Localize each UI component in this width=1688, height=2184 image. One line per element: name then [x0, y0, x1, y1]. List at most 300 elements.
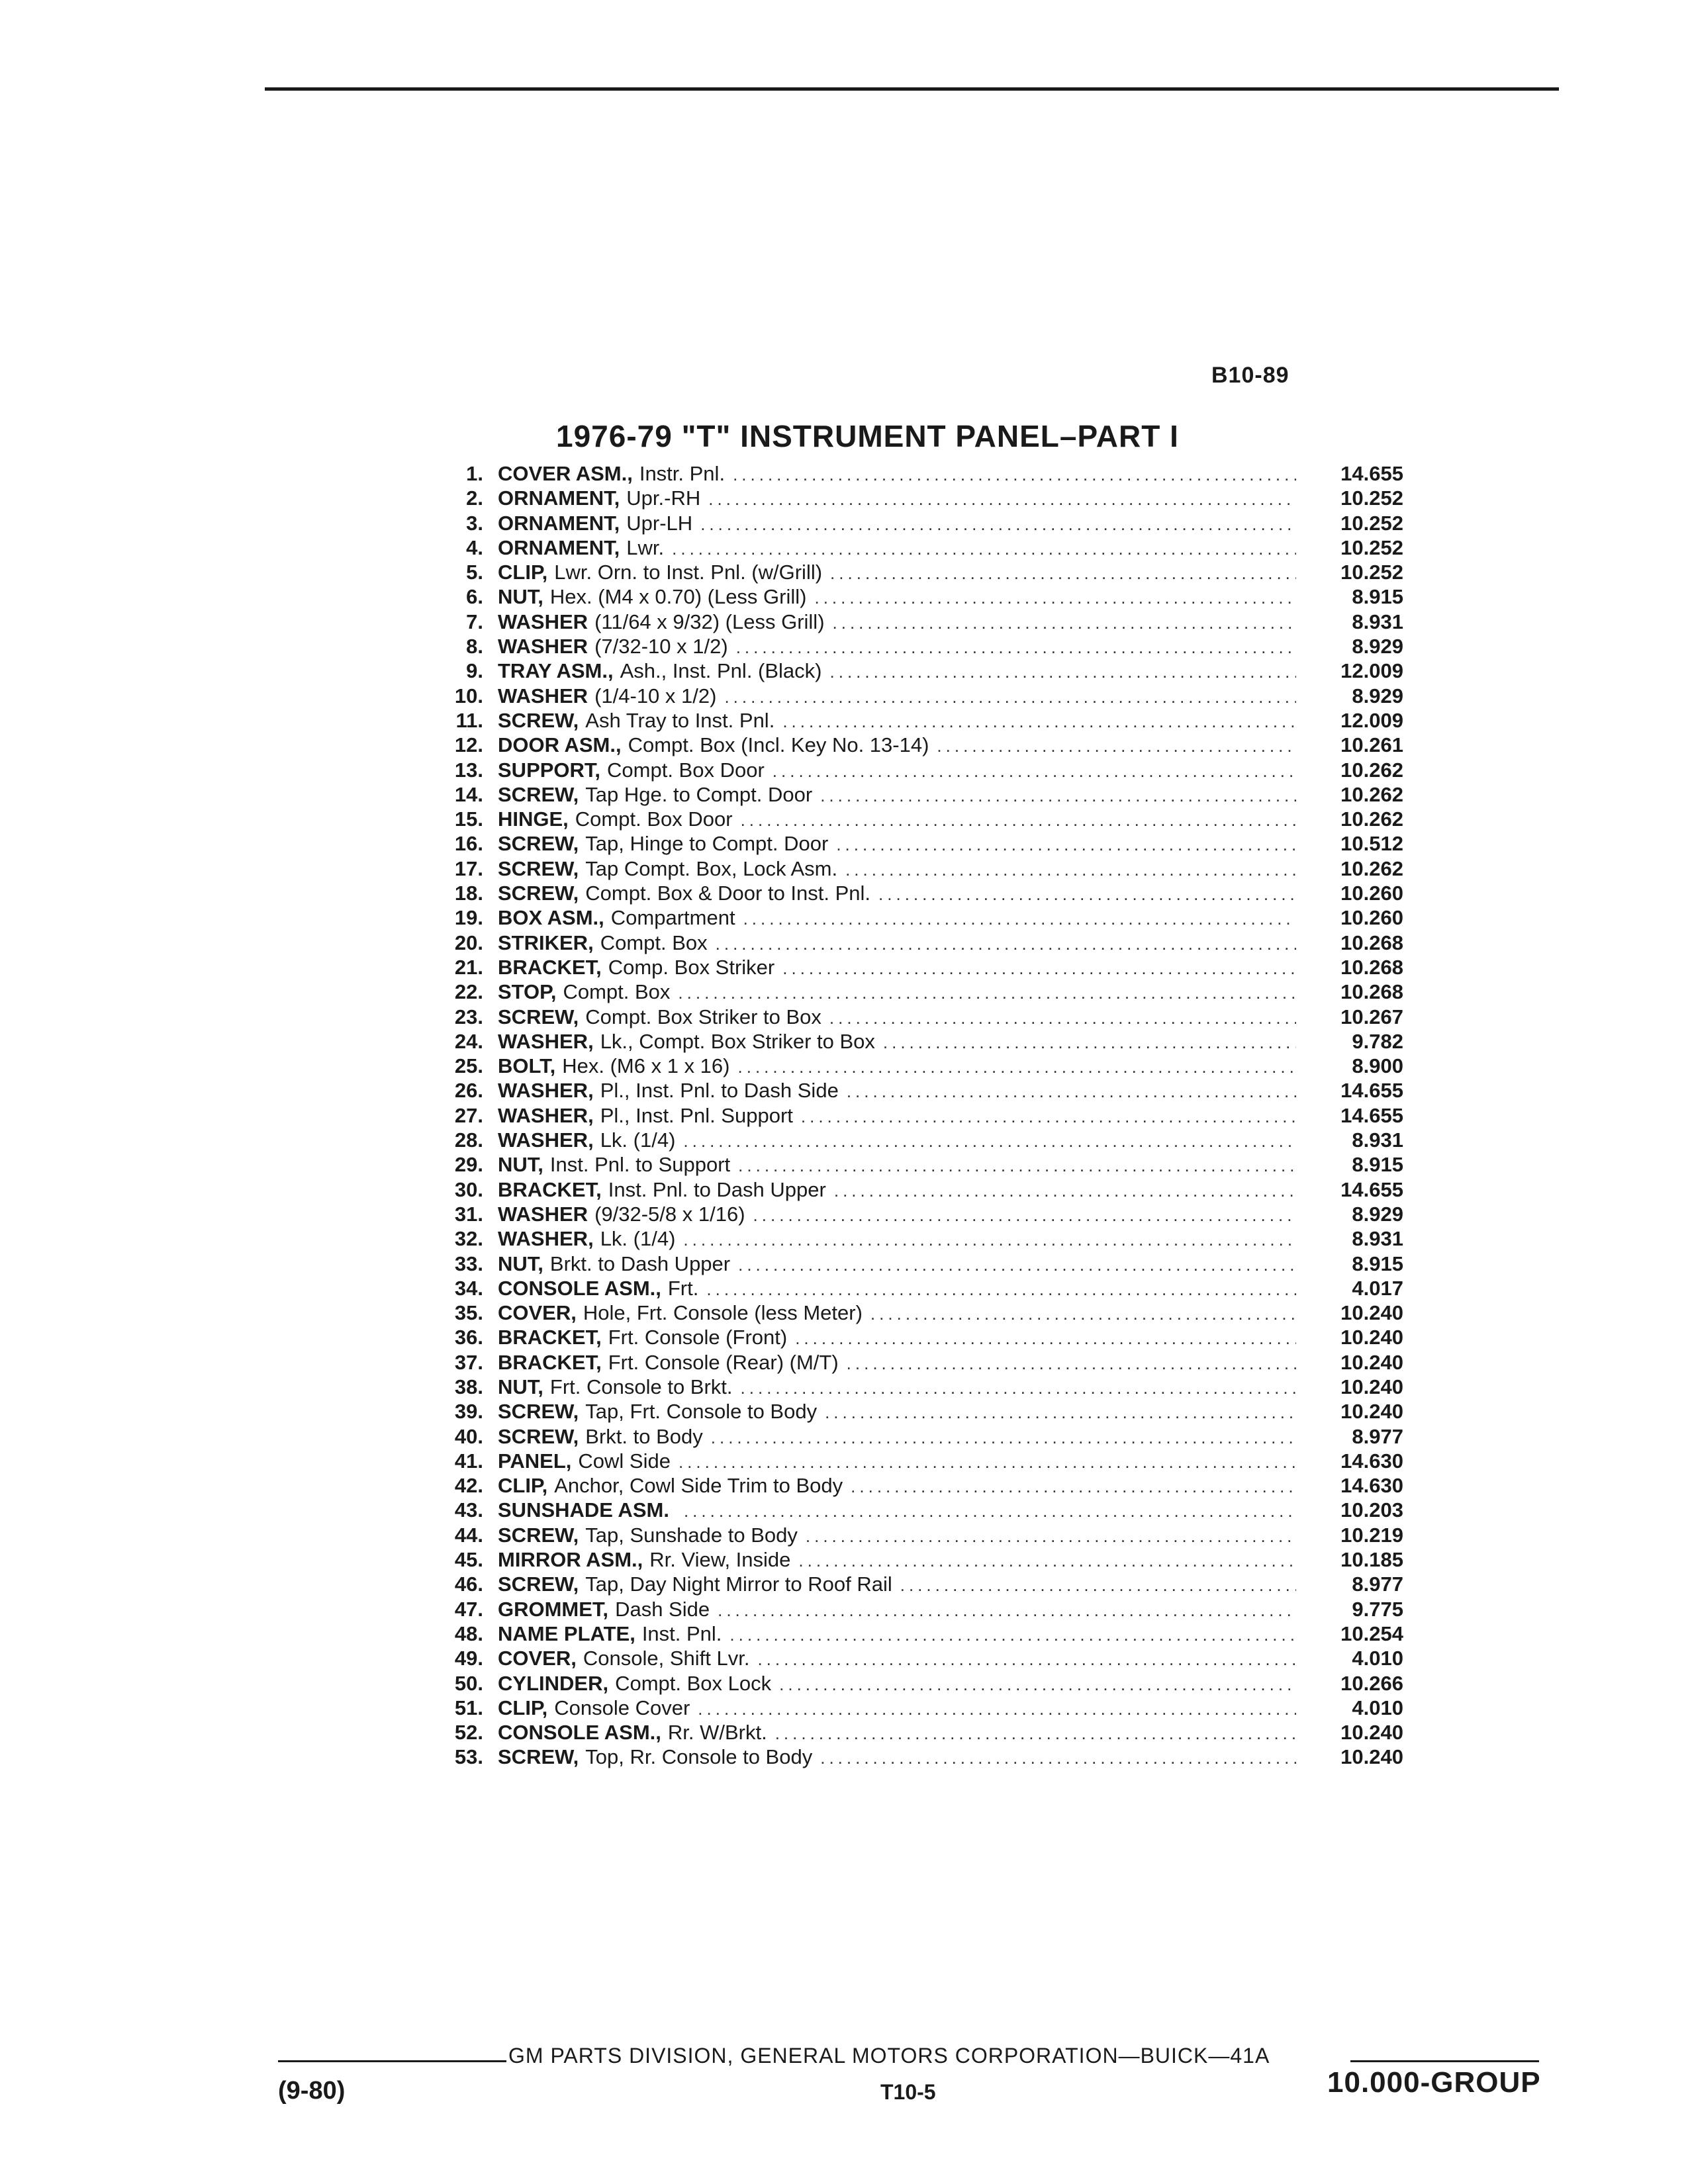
list-item: [410, 659, 1403, 684]
list-item: [410, 585, 1403, 610]
part-group-number: 10.240: [1340, 1721, 1403, 1745]
list-item: [410, 1647, 1403, 1671]
list-item: [410, 1672, 1403, 1696]
part-name: CONSOLE ASM.,: [498, 1276, 661, 1300]
part-key-number: 30.: [454, 1177, 483, 1201]
part-name: WASHER: [498, 635, 588, 659]
part-name: ORNAMENT,: [498, 511, 620, 535]
part-group-number: 14.630: [1340, 1449, 1403, 1473]
part-name: NUT,: [498, 1375, 543, 1398]
part-group-number: 10.240: [1340, 1326, 1403, 1349]
part-key-number: 41.: [454, 1449, 483, 1473]
part-group-number: 10.240: [1340, 1375, 1403, 1398]
part-group-number: 14.655: [1340, 1103, 1403, 1127]
part-description: Pl., Inst. Pnl. to Dash Side: [600, 1079, 839, 1103]
part-key-number: 37.: [454, 1350, 483, 1374]
list-item: [410, 486, 1403, 511]
dot-leader: [814, 588, 1296, 608]
dot-leader: [825, 1402, 1296, 1423]
part-name: BRACKET,: [498, 1326, 602, 1349]
dot-leader: [736, 637, 1296, 658]
dot-leader: [798, 1551, 1296, 1571]
dot-leader: [672, 539, 1296, 559]
part-description: Tap, Day Night Mirror to Roof Rail: [585, 1572, 892, 1596]
part-key-number: 45.: [454, 1548, 483, 1572]
dot-leader: [700, 514, 1296, 535]
part-name: BRACKET,: [498, 1350, 602, 1374]
part-name: MIRROR ASM.,: [498, 1548, 643, 1572]
top-rule: [265, 87, 1559, 91]
part-key-number: 6.: [466, 585, 483, 609]
dot-leader: [773, 761, 1296, 782]
part-group-number: 9.775: [1352, 1597, 1403, 1621]
list-item: [410, 709, 1403, 733]
part-group-number: 10.252: [1340, 511, 1403, 535]
dot-leader: [870, 1304, 1296, 1324]
list-item: [410, 733, 1403, 758]
part-group-number: 10.266: [1340, 1671, 1403, 1695]
part-name: WASHER: [498, 684, 588, 707]
part-name: COVER,: [498, 1647, 577, 1670]
part-name: SCREW,: [498, 1400, 579, 1424]
dot-leader: [738, 1057, 1297, 1077]
part-name: SCREW,: [498, 782, 579, 806]
part-key-number: 5.: [466, 561, 483, 584]
dot-leader: [782, 958, 1296, 979]
dot-leader: [782, 711, 1296, 732]
list-item: [410, 980, 1403, 1005]
part-group-number: 4.010: [1352, 1696, 1403, 1719]
dot-leader: [847, 1353, 1296, 1374]
dot-leader: [706, 1279, 1296, 1300]
list-item: [410, 1128, 1403, 1153]
part-name: SCREW,: [498, 832, 579, 856]
part-group-number: 10.185: [1340, 1548, 1403, 1572]
list-item: [410, 906, 1403, 931]
part-key-number: 24.: [454, 1029, 483, 1053]
part-description: Lk., Compt. Box Striker to Box: [600, 1029, 875, 1053]
part-key-number: 39.: [454, 1400, 483, 1424]
list-item: [410, 1153, 1403, 1177]
part-name: SCREW,: [498, 1523, 579, 1547]
list-item: [410, 635, 1403, 659]
part-description: (7/32-10 x 1/2): [594, 635, 728, 659]
part-group-number: 8.900: [1352, 1054, 1403, 1078]
list-item: [410, 807, 1403, 832]
part-key-number: 8.: [466, 635, 483, 659]
part-key-number: 11.: [455, 708, 483, 732]
dot-leader: [779, 1674, 1296, 1695]
list-item: [410, 536, 1403, 561]
part-key-number: 15.: [454, 807, 483, 831]
part-name: BOX ASM.,: [498, 906, 604, 930]
part-group-number: 10.260: [1340, 906, 1403, 930]
dot-leader: [724, 687, 1296, 707]
part-key-number: 21.: [454, 955, 483, 979]
part-name: CLIP,: [498, 1474, 548, 1498]
part-group-number: 10.262: [1340, 758, 1403, 782]
part-key-number: 31.: [454, 1202, 483, 1226]
part-name: CLIP,: [498, 561, 548, 584]
list-item: [410, 1252, 1403, 1277]
list-item: [410, 1449, 1403, 1474]
part-key-number: 2.: [466, 486, 483, 510]
page-title: 1976-79 "T" INSTRUMENT PANEL–PART I: [556, 419, 1179, 453]
part-key-number: 29.: [454, 1153, 483, 1177]
part-key-number: 22.: [454, 980, 483, 1004]
list-item: [410, 1572, 1403, 1597]
part-key-number: 20.: [454, 931, 483, 954]
part-key-number: 51.: [454, 1696, 483, 1719]
part-name: NUT,: [498, 585, 543, 609]
part-description: Compt. Box (Incl. Key No. 13-14): [628, 733, 929, 757]
part-name: SCREW,: [498, 1572, 579, 1596]
list-item: [410, 684, 1403, 709]
part-group-number: 8.929: [1352, 684, 1403, 707]
part-group-number: 10.252: [1340, 561, 1403, 584]
part-name: NUT,: [498, 1251, 543, 1275]
dot-leader: [678, 983, 1296, 1003]
part-description: Lwr. Orn. to Inst. Pnl. (w/Grill): [554, 561, 823, 584]
part-group-number: 12.009: [1340, 659, 1403, 683]
part-name: SCREW,: [498, 1745, 579, 1769]
part-description: Tap, Hinge to Compt. Door: [585, 832, 829, 856]
part-name: WASHER,: [498, 1029, 594, 1053]
part-key-number: 42.: [454, 1474, 483, 1498]
part-name: NAME PLATE,: [498, 1621, 635, 1645]
list-item: [410, 610, 1403, 635]
part-name: SCREW,: [498, 1424, 579, 1448]
part-description: Lk. (1/4): [600, 1227, 676, 1251]
part-group-number: 10.268: [1340, 931, 1403, 954]
part-description: Frt. Console to Brkt.: [549, 1375, 733, 1398]
part-group-number: 10.262: [1340, 856, 1403, 880]
part-description: Compt. Box Door: [607, 758, 765, 782]
part-description: (11/64 x 9/32) (Less Grill): [594, 610, 825, 633]
part-description: Frt. Console (Rear) (M/T): [608, 1350, 839, 1374]
part-name: BOLT,: [498, 1054, 556, 1078]
part-group-number: 8.915: [1352, 1153, 1403, 1177]
part-key-number: 53.: [454, 1745, 483, 1769]
part-group-number: 14.655: [1340, 462, 1403, 485]
part-group-number: 10.240: [1340, 1350, 1403, 1374]
list-item: [410, 1498, 1403, 1523]
list-item: [410, 832, 1403, 856]
part-group-number: 8.929: [1352, 635, 1403, 659]
list-item: [410, 1375, 1403, 1400]
part-name: WASHER,: [498, 1103, 594, 1127]
part-key-number: 1.: [466, 462, 483, 485]
part-name: COVER ASM.,: [498, 462, 633, 485]
part-key-number: 18.: [454, 882, 483, 905]
part-key-number: 44.: [454, 1523, 483, 1547]
part-name: SCREW,: [498, 856, 579, 880]
list-item: [410, 1227, 1403, 1251]
part-name: WASHER: [498, 610, 588, 633]
part-group-number: 8.931: [1352, 1227, 1403, 1251]
part-group-number: 10.240: [1340, 1745, 1403, 1769]
dot-leader: [708, 489, 1296, 510]
part-description: Upr-LH: [626, 511, 693, 535]
part-name: CYLINDER,: [498, 1671, 609, 1695]
part-group-number: 10.262: [1340, 807, 1403, 831]
part-description: (9/32-5/8 x 1/16): [594, 1202, 745, 1226]
footer-date: (9-80): [278, 2077, 346, 2105]
part-description: (1/4-10 x 1/2): [594, 684, 717, 707]
part-group-number: 10.261: [1340, 733, 1403, 757]
list-item: [410, 1203, 1403, 1227]
dot-leader: [795, 1328, 1296, 1349]
part-description: Rr. W/Brkt.: [667, 1721, 767, 1745]
part-name: CLIP,: [498, 1696, 548, 1719]
part-key-number: 48.: [454, 1621, 483, 1645]
part-group-number: 10.203: [1340, 1498, 1403, 1522]
part-key-number: 17.: [454, 856, 483, 880]
dot-leader: [806, 1526, 1296, 1547]
part-key-number: 43.: [454, 1498, 483, 1522]
part-description: Pl., Inst. Pnl. Support: [600, 1103, 793, 1127]
list-item: [410, 1400, 1403, 1424]
part-description: Hex. (M4 x 0.70) (Less Grill): [549, 585, 807, 609]
part-description: Console, Shift Lvr.: [583, 1647, 750, 1670]
part-key-number: 9.: [466, 659, 483, 683]
part-description: Ash Tray to Inst. Pnl.: [585, 708, 775, 732]
part-description: Console Cover: [554, 1696, 690, 1719]
part-group-number: 10.240: [1340, 1301, 1403, 1325]
footer-corporation: GM PARTS DIVISION, GENERAL MOTORS CORPORATION—BUICK—41A: [508, 2044, 1270, 2068]
part-key-number: 50.: [454, 1671, 483, 1695]
dot-leader: [834, 1181, 1296, 1201]
part-name: SUPPORT,: [498, 758, 601, 782]
list-item: [410, 1104, 1403, 1128]
part-description: Lk. (1/4): [600, 1128, 676, 1152]
footer-rule-right: [1350, 2060, 1539, 2062]
part-description: Compt. Box Striker to Box: [585, 1005, 821, 1028]
dot-leader: [833, 613, 1296, 633]
part-name: SCREW,: [498, 882, 579, 905]
dot-leader: [711, 1428, 1296, 1448]
part-group-number: 10.240: [1340, 1400, 1403, 1424]
list-item: [410, 1277, 1403, 1301]
part-description: Inst. Pnl. to Support: [549, 1153, 731, 1177]
dot-leader: [733, 465, 1296, 485]
part-group-number: 10.219: [1340, 1523, 1403, 1547]
part-description: Compt. Box Door: [575, 807, 733, 831]
part-description: Brkt. to Dash Upper: [549, 1251, 731, 1275]
dot-leader: [937, 736, 1296, 756]
part-description: Ash., Inst. Pnl. (Black): [620, 659, 822, 683]
part-group-number: 10.512: [1340, 832, 1403, 856]
part-key-number: 7.: [466, 610, 483, 633]
dot-leader: [683, 1230, 1296, 1250]
part-name: SUNSHADE ASM.: [498, 1498, 669, 1522]
part-key-number: 14.: [454, 782, 483, 806]
part-name: WASHER,: [498, 1079, 594, 1103]
part-group-number: 10.262: [1340, 782, 1403, 806]
part-name: SCREW,: [498, 1005, 579, 1028]
part-name: COVER,: [498, 1301, 577, 1325]
list-item: [410, 1425, 1403, 1449]
part-key-number: 32.: [454, 1227, 483, 1251]
part-name: WASHER: [498, 1202, 588, 1226]
dot-leader: [830, 662, 1297, 682]
part-name: BRACKET,: [498, 955, 602, 979]
list-item: [410, 1524, 1403, 1548]
dot-leader: [729, 1625, 1296, 1645]
part-description: Compartment: [610, 906, 735, 930]
part-name: CONSOLE ASM.,: [498, 1721, 661, 1745]
part-key-number: 47.: [454, 1597, 483, 1621]
list-item: [410, 783, 1403, 807]
part-name: WASHER,: [498, 1128, 594, 1152]
list-item: [410, 1326, 1403, 1350]
part-key-number: 4.: [466, 535, 483, 559]
part-key-number: 49.: [454, 1647, 483, 1670]
part-name: ORNAMENT,: [498, 486, 620, 510]
part-description: Compt. Box Lock: [615, 1671, 772, 1695]
list-item: [410, 512, 1403, 536]
list-item: [410, 882, 1403, 906]
part-group-number: 14.655: [1340, 1177, 1403, 1201]
part-description: Brkt. to Body: [585, 1424, 703, 1448]
dot-leader: [738, 1255, 1296, 1275]
dot-leader: [741, 1378, 1296, 1398]
part-group-number: 8.977: [1352, 1572, 1403, 1596]
part-group-number: 14.655: [1340, 1079, 1403, 1103]
list-item: [410, 758, 1403, 783]
part-name: STRIKER,: [498, 931, 594, 954]
dot-leader: [820, 786, 1296, 806]
part-name: WASHER,: [498, 1227, 594, 1251]
list-item: [410, 1548, 1403, 1572]
list-item: [410, 1301, 1403, 1326]
footer-group-number: 10.000-GROUP: [1327, 2066, 1541, 2099]
dot-leader: [851, 1477, 1296, 1497]
part-group-number: 8.929: [1352, 1202, 1403, 1226]
part-description: Anchor, Cowl Side Trim to Body: [554, 1474, 843, 1498]
dot-leader: [775, 1723, 1296, 1744]
part-name: HINGE,: [498, 807, 569, 831]
part-key-number: 28.: [454, 1128, 483, 1152]
part-key-number: 13.: [454, 758, 483, 782]
part-description: Inst. Pnl.: [641, 1621, 722, 1645]
list-item: [410, 561, 1403, 585]
part-key-number: 52.: [454, 1721, 483, 1745]
part-key-number: 10.: [454, 684, 483, 707]
list-item: [410, 931, 1403, 956]
parts-list: [410, 462, 1403, 1770]
dot-leader: [830, 563, 1296, 584]
list-item: [410, 1054, 1403, 1079]
part-description: Compt. Box: [600, 931, 708, 954]
dot-leader: [820, 1748, 1296, 1768]
part-description: Compt. Box: [563, 980, 671, 1004]
dot-leader: [679, 1452, 1296, 1473]
list-item: [410, 1474, 1403, 1498]
part-key-number: 16.: [454, 832, 483, 856]
part-description: Frt.: [667, 1276, 699, 1300]
part-key-number: 40.: [454, 1424, 483, 1448]
list-item: [410, 1030, 1403, 1054]
part-group-number: 4.017: [1352, 1276, 1403, 1300]
list-item: [410, 1598, 1403, 1622]
part-group-number: 8.915: [1352, 1251, 1403, 1275]
part-description: Rr. View, Inside: [649, 1548, 791, 1572]
list-item: [410, 1721, 1403, 1745]
dot-leader: [738, 1156, 1296, 1176]
part-name: BRACKET,: [498, 1177, 602, 1201]
part-group-number: 10.268: [1340, 980, 1403, 1004]
part-key-number: 46.: [454, 1572, 483, 1596]
dot-leader: [836, 835, 1296, 855]
part-description: Top, Rr. Console to Body: [585, 1745, 813, 1769]
part-group-number: 4.010: [1352, 1647, 1403, 1670]
part-description: Comp. Box Striker: [608, 955, 775, 979]
part-group-number: 9.782: [1352, 1029, 1403, 1053]
dot-leader: [829, 1008, 1296, 1028]
dot-leader: [801, 1107, 1296, 1127]
part-description: Tap, Sunshade to Body: [585, 1523, 798, 1547]
dot-leader: [757, 1649, 1296, 1670]
part-group-number: 8.931: [1352, 1128, 1403, 1152]
part-key-number: 3.: [466, 511, 483, 535]
dot-leader: [741, 810, 1296, 831]
part-group-number: 10.252: [1340, 486, 1403, 510]
part-key-number: 35.: [454, 1301, 483, 1325]
part-description: Tap, Frt. Console to Body: [585, 1400, 818, 1424]
dot-leader: [845, 860, 1296, 880]
part-description: Dash Side: [615, 1597, 710, 1621]
part-group-number: 10.267: [1340, 1005, 1403, 1028]
dot-leader: [683, 1131, 1296, 1152]
part-name: PANEL,: [498, 1449, 572, 1473]
dot-leader: [847, 1081, 1296, 1102]
part-description: Inst. Pnl. to Dash Upper: [608, 1177, 826, 1201]
part-name: NUT,: [498, 1153, 543, 1177]
list-item: [410, 1745, 1403, 1770]
part-description: Compt. Box & Door to Inst. Pnl.: [585, 882, 871, 905]
dot-leader: [716, 934, 1296, 954]
part-group-number: 8.977: [1352, 1424, 1403, 1448]
footer-rule-left: [278, 2060, 506, 2062]
part-key-number: 27.: [454, 1103, 483, 1127]
part-key-number: 23.: [454, 1005, 483, 1028]
part-description: Tap Hge. to Compt. Door: [585, 782, 813, 806]
list-item: [410, 462, 1403, 486]
footer-page-number: T10-5: [880, 2080, 936, 2104]
part-description: Hex. (M6 x 1 x 16): [562, 1054, 730, 1078]
dot-leader: [718, 1600, 1296, 1621]
part-group-number: 10.268: [1340, 955, 1403, 979]
dot-leader: [743, 909, 1296, 929]
part-key-number: 19.: [454, 906, 483, 930]
part-description: Hole, Frt. Console (less Meter): [583, 1301, 863, 1325]
part-description: Frt. Console (Front): [608, 1326, 788, 1349]
part-description: Tap Compt. Box, Lock Asm.: [585, 856, 838, 880]
part-group-number: 14.630: [1340, 1474, 1403, 1498]
list-item: [410, 857, 1403, 882]
part-group-number: 8.915: [1352, 585, 1403, 609]
part-key-number: 33.: [454, 1251, 483, 1275]
part-name: DOOR ASM.,: [498, 733, 622, 757]
part-key-number: 38.: [454, 1375, 483, 1398]
list-item: [410, 1622, 1403, 1647]
part-group-number: 12.009: [1340, 708, 1403, 732]
list-item: [410, 1696, 1403, 1721]
page-code: B10-89: [1211, 363, 1289, 388]
part-key-number: 12.: [454, 733, 483, 757]
part-name: GROMMET,: [498, 1597, 609, 1621]
